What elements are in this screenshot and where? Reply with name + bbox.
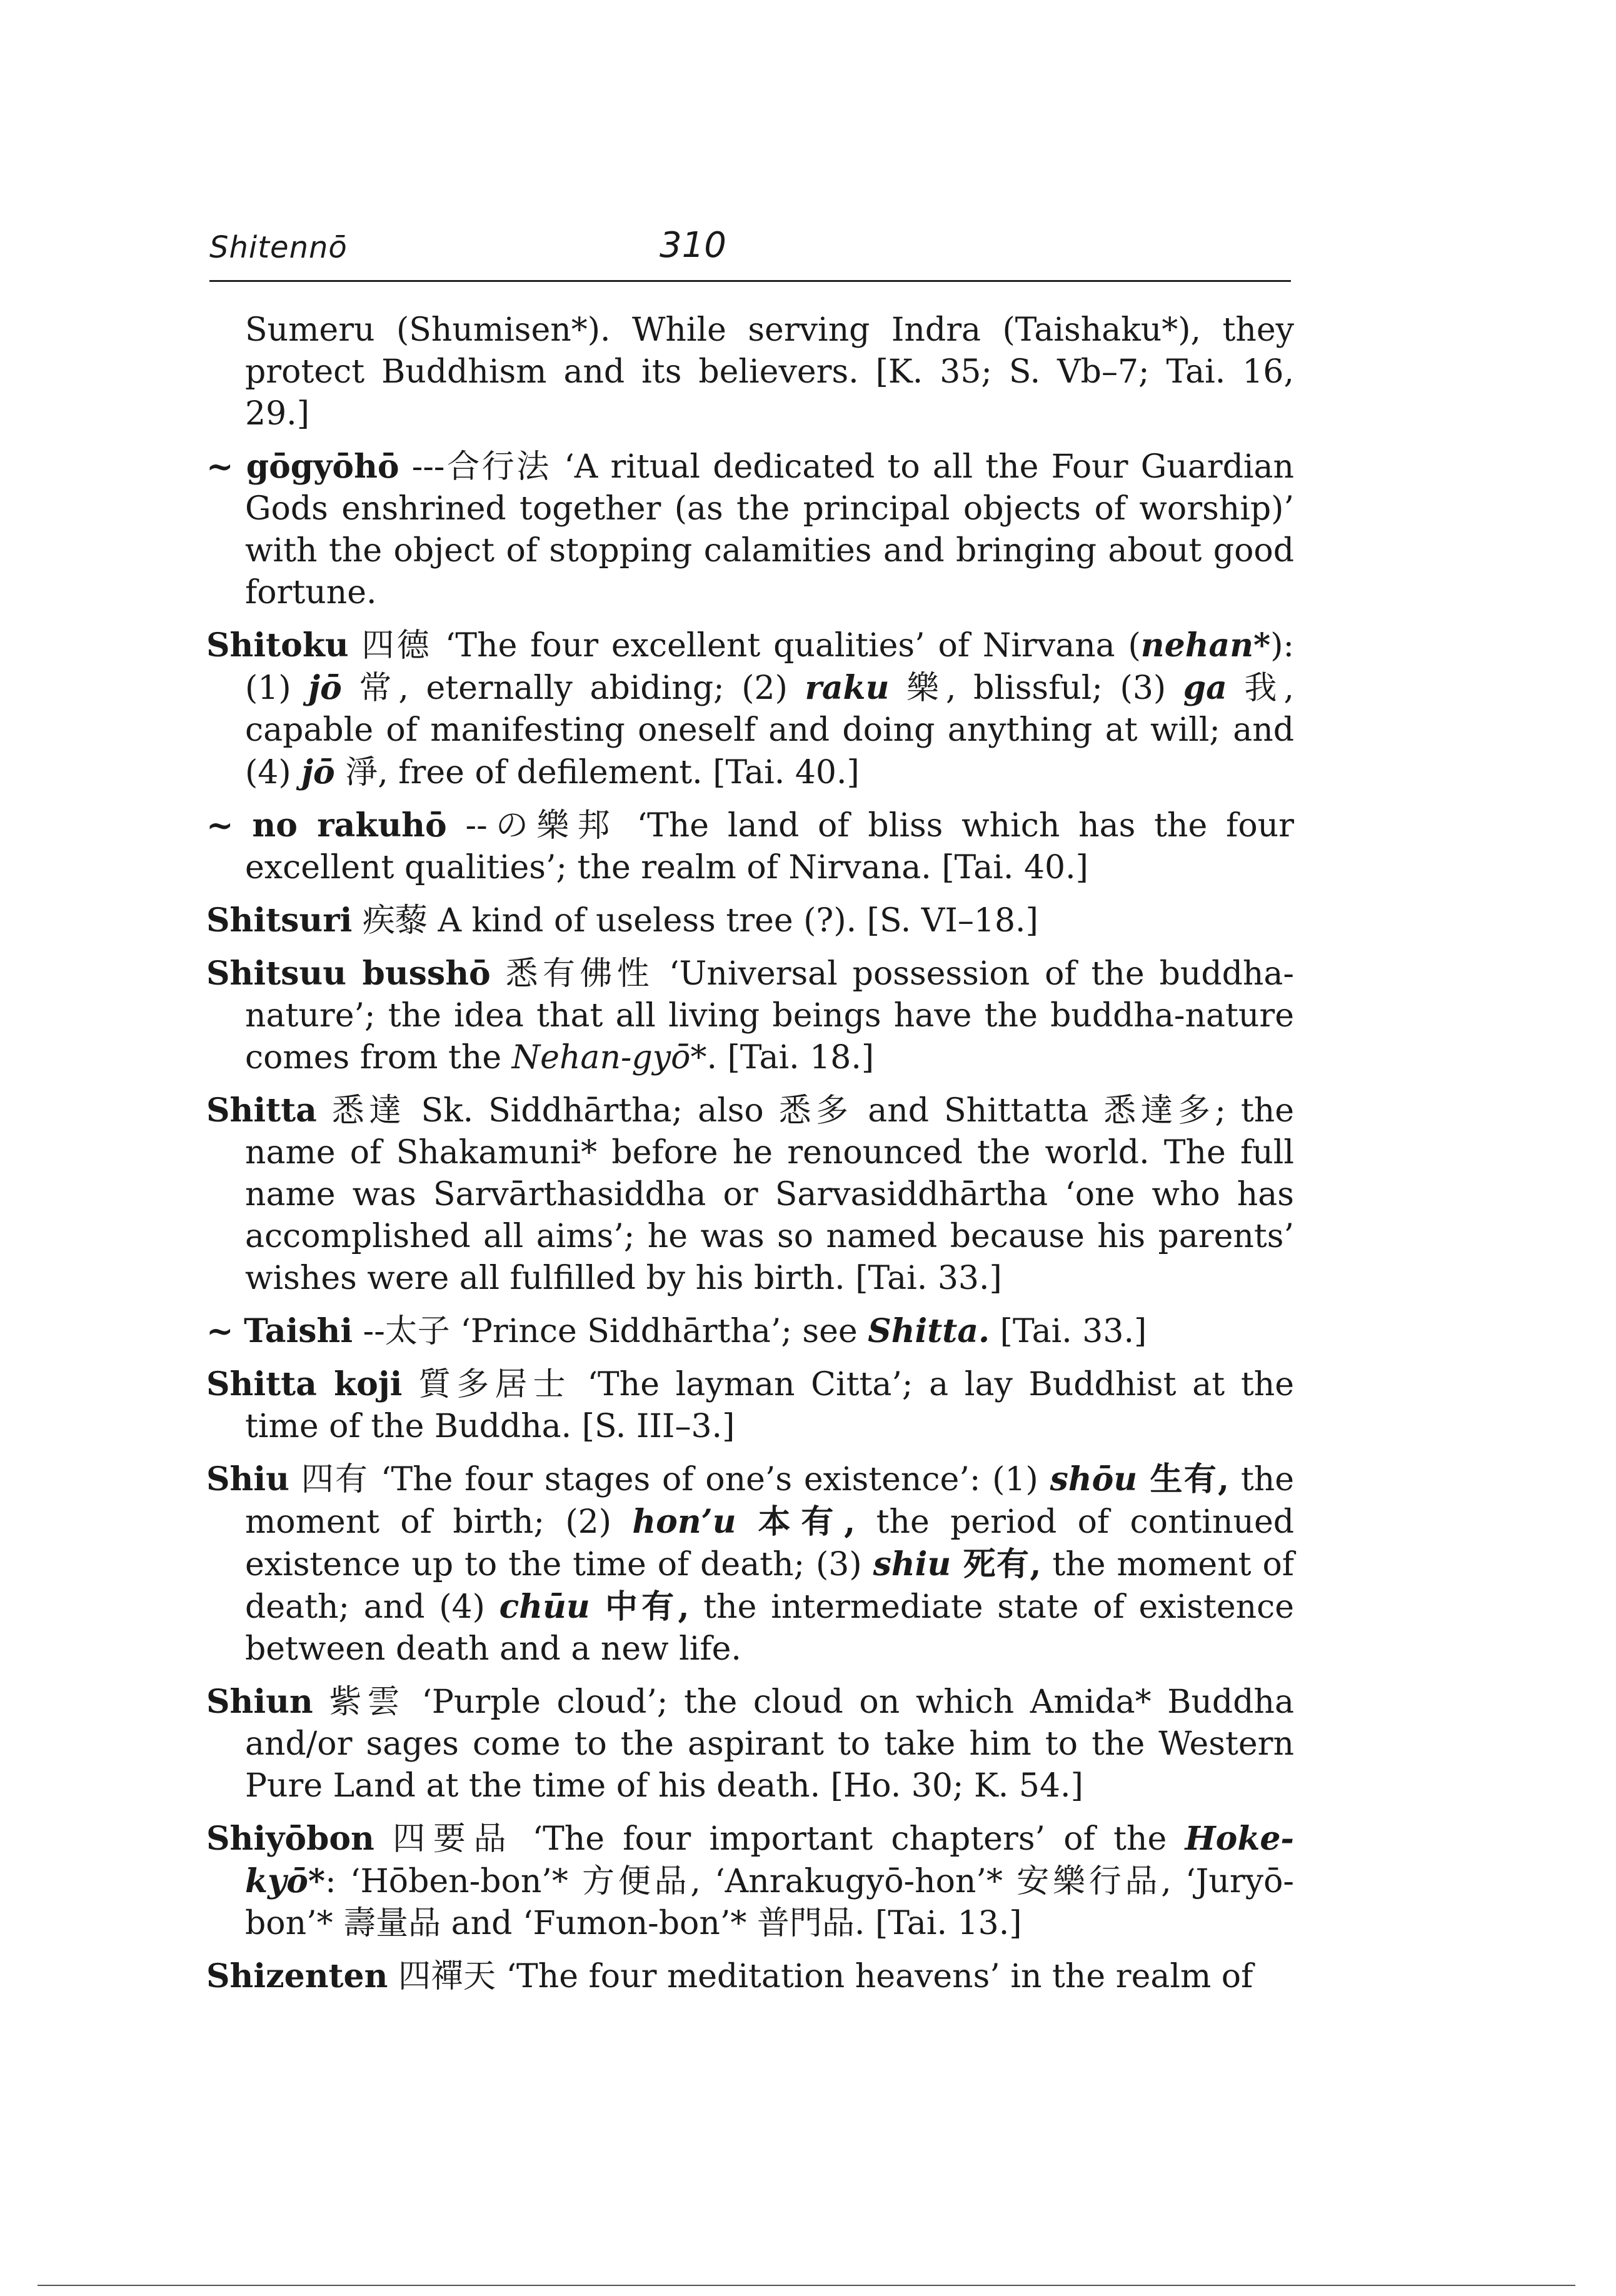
entry-shitsuu-bussho [206, 953, 1294, 1079]
entry-kanji: 本有, [736, 1503, 856, 1541]
entry-shitta [206, 1090, 1294, 1300]
entry-italic: Hoke-kyō* [245, 1820, 1295, 1900]
page-number: 310 [660, 225, 726, 266]
entry-text: ‘Prince Siddhārtha’; see [460, 1313, 868, 1350]
entry-kanji: 四要品 [393, 1820, 514, 1858]
entry-kanji: --太子 [363, 1313, 450, 1350]
entry-italic: shōu [1050, 1460, 1138, 1498]
entry-kanji: 紫雲 [329, 1683, 406, 1721]
entry-text: the moment of birth; (2) [245, 1461, 1294, 1541]
running-head-word: Shitennō [209, 230, 348, 265]
entry-text: ): (1) [245, 627, 1294, 707]
header-rule [209, 280, 1291, 282]
entry-headword: Shitta koji [206, 1365, 403, 1403]
entry-italic: Nehan-gyō* [511, 1039, 707, 1076]
entry-text: ‘Purple cloud’; the cloud on which Amida* Buddha and/or sages come to the aspirant to take him to the Western Pure Land at the time of his death. [Ho. 30; K. 54.] [245, 1683, 1294, 1805]
entry-headword: gōgyōhō [246, 448, 399, 486]
entry-shiu [206, 1458, 1294, 1670]
entry-text: ‘The four meditation heavens’ in the realm of [506, 1958, 1253, 1995]
entry-text: Sumeru (Shumisen*). While serving Indra (Taishaku*), they protect Buddhism and its believers. [K. 35; S. Vb–7; Tai. 16, 29.] [245, 311, 1294, 433]
entry-italic: shiu [873, 1545, 951, 1583]
entry-sub-no-rakuho [206, 805, 1294, 889]
entry-kanji: ---合行法 [411, 448, 552, 486]
entry-kanji: 四有 [301, 1461, 369, 1498]
entry-headword: Shizenten [206, 1957, 388, 1995]
entry-italic: ga [1183, 669, 1227, 707]
entry-headword: Shitoku [206, 626, 349, 664]
entry-text: ‘Universal possession of the buddha-nature’; the idea that all living beings have the buddha-nature comes from the [245, 955, 1294, 1076]
entry-text: the moment of death; and (4) [245, 1546, 1295, 1626]
entry-text: ‘The four stages of one’s existence’: (1) [380, 1461, 1050, 1498]
tilde-mark: ~ [206, 1312, 234, 1350]
entry-italic: jō [308, 669, 342, 707]
entry-headword: Shiu [206, 1460, 289, 1498]
entry-kanji: 死有, [951, 1545, 1041, 1583]
entry-kanji: 生有, [1137, 1460, 1230, 1498]
entry-kanji: 四禪天 [398, 1958, 496, 1995]
entry-text: 淨, free of defilement. [Tai. 40.] [334, 754, 860, 791]
entry-kanji: 悉有佛性 [505, 955, 655, 993]
entry-shiun [206, 1681, 1294, 1807]
entry-sub-taishi [206, 1310, 1294, 1353]
entry-text: ‘The layman Citta’; a lay Buddhist at the time of the Buddha. [S. III–3.] [245, 1366, 1294, 1445]
entry-headword: Shitta [206, 1091, 317, 1130]
entry-kanji: 中有, [590, 1588, 690, 1626]
entry-headword: Shiyōbon [206, 1820, 374, 1858]
entry-kanji: 疾藜 [362, 902, 428, 940]
entry-list [206, 309, 1294, 2008]
entry-italic: nehan* [1140, 626, 1271, 664]
entry-text: 常, eternally abiding; (2) [341, 669, 805, 707]
entry-shitoku [206, 624, 1294, 794]
entry-headword: Shitsuri [206, 901, 353, 940]
entry-continuation [206, 309, 1294, 435]
entry-italic: Shitta. [868, 1312, 990, 1350]
entry-italic: chūu [499, 1588, 590, 1626]
entry-kanji: 悉達 [331, 1092, 406, 1130]
tilde-mark: ~ [206, 806, 234, 845]
entry-shiyobon [206, 1818, 1294, 1945]
entry-text: the period of continued existence up to the time of death; (3) [245, 1503, 1294, 1583]
entry-italic: jō [301, 753, 335, 791]
entry-text: ‘The four excellent qualities’ of Nirvana ( [444, 627, 1141, 664]
tilde-mark: ~ [206, 448, 234, 486]
entry-text: Sk. Siddhārtha; also 悉多 and Shittatta 悉達多; the name of Shakamuni* before he renounced the world. The full name was Sarvārthasiddha or Sarvasiddhārtha ‘one who has accomplished all aims’; he was so named because his parents’ wishes were all fulfilled by his birth. [Tai. 33.] [245, 1092, 1294, 1297]
entry-text: ‘The four important chapters’ of the [532, 1820, 1185, 1858]
entry-italic: raku [805, 669, 890, 707]
entry-shitta-koji [206, 1363, 1294, 1448]
bottom-scan-edge [38, 2285, 1575, 2286]
entry-kanji: 四德 [361, 627, 433, 664]
entry-shizenten [206, 1955, 1294, 1998]
entry-kanji: --の樂邦 [465, 807, 618, 845]
entry-text: [Tai. 33.] [990, 1313, 1147, 1350]
running-head [209, 225, 1291, 275]
entry-text: the intermediate state of existence between death and a new life. [245, 1588, 1295, 1668]
entry-kanji: 質多居士 [418, 1366, 571, 1403]
entry-headword: Shitsuu busshō [206, 955, 491, 993]
entry-headword: Shiun [206, 1683, 313, 1721]
entry-text: 樂, blissful; (3) [889, 669, 1183, 707]
entry-text: ‘A ritual dedicated to all the Four Guardian Gods enshrined together (as the principal objects of worship)’ with the object of stopping calamities and bringing about good fortune. [245, 448, 1295, 611]
entry-shitsuri [206, 900, 1294, 942]
entry-headword: no rakuhō [252, 806, 447, 845]
entry-headword: Taishi [244, 1312, 353, 1350]
entry-sub-gogyoho [206, 446, 1294, 614]
entry-text: 我, capable of manifesting oneself and doing anything at will; and (4) [245, 669, 1295, 791]
entry-text: . [Tai. 18.] [706, 1039, 875, 1076]
entry-text: : ‘Hōben-bon’* 方便品, ‘Anrakugyō-hon’* 安樂行品, ‘Juryō-bon’* 壽量品 and ‘Fumon-bon’* 普門品. [Tai. 13.] [245, 1863, 1294, 1942]
entry-text: ‘The land of bliss which has the four excellent qualities’; the realm of Nirvana. [Tai. 40.] [245, 807, 1295, 886]
entry-italic: hon’u [632, 1503, 736, 1541]
entry-text: A kind of useless tree (?). [S. VI–18.] [438, 902, 1038, 940]
